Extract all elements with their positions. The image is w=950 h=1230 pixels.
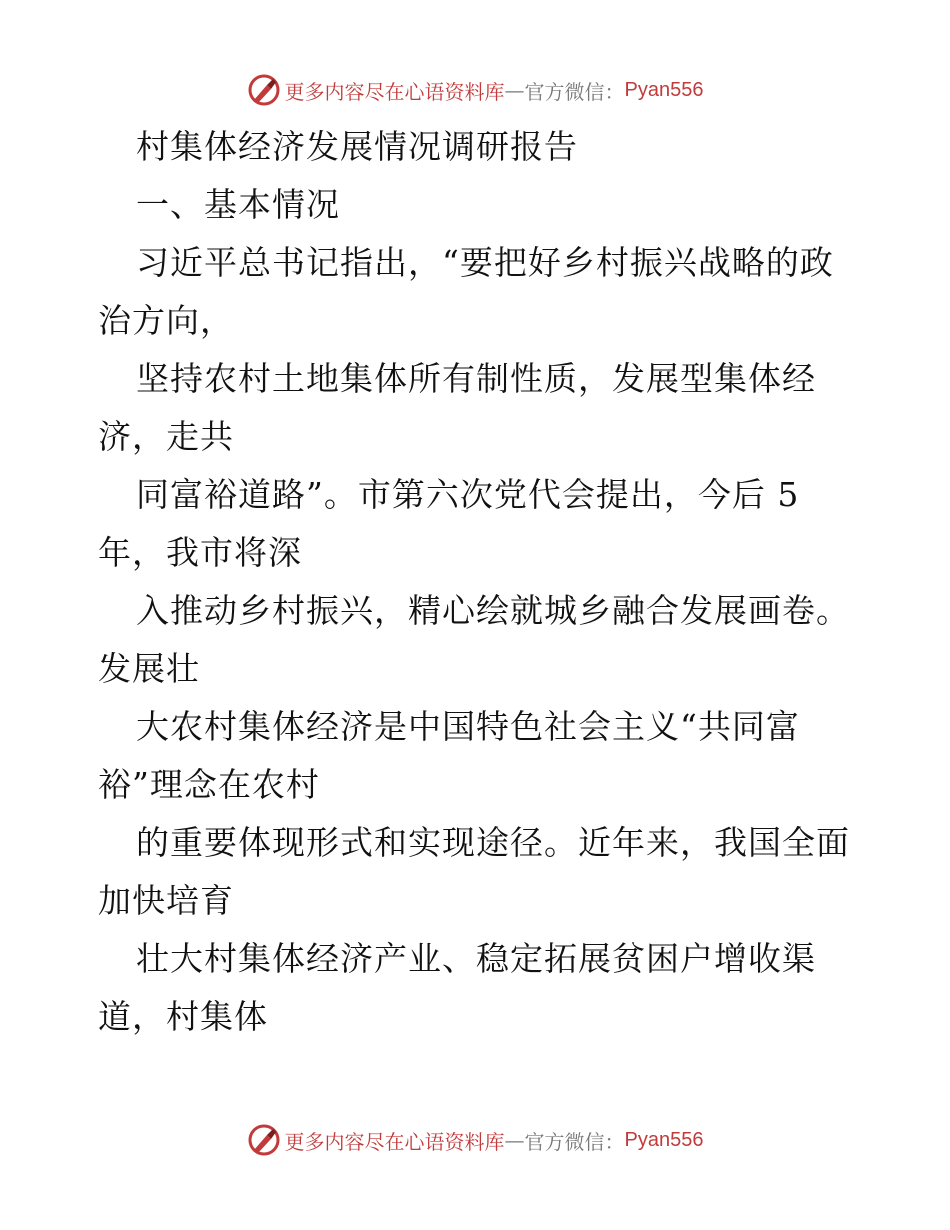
- footer-watermark: [0, 1120, 950, 1160]
- pen-logo-icon: [247, 73, 281, 107]
- paragraph-line: 济，走共: [98, 417, 234, 456]
- watermark-dash: —: [504, 78, 525, 102]
- paragraph-line: 发展壮: [98, 649, 200, 688]
- watermark-main-text: 更多内容尽在心语资料库: [284, 1129, 505, 1154]
- header-watermark: [0, 70, 950, 110]
- pen-logo-icon: [247, 1123, 281, 1157]
- watermark-main-text: 更多内容尽在心语资料库: [284, 79, 505, 104]
- paragraph-line: 入推动乡村振兴，精心绘就城乡融合发展画卷。: [136, 591, 850, 630]
- paragraph-line: 年，我市将深: [98, 533, 302, 572]
- watermark-wechat-id: Pyan556: [624, 78, 704, 101]
- paragraph-line: 道，村集体: [98, 997, 268, 1036]
- watermark-sub-text: 官方微信：: [524, 1129, 625, 1154]
- paragraph-line: 坚持农村土地集体所有制性质，发展型集体经: [136, 359, 816, 398]
- paragraph-line: 裕”理念在农村: [98, 765, 320, 804]
- watermark-dash: —: [504, 1128, 525, 1152]
- paragraph-line: 的重要体现形式和实现途径。近年来，我国全面: [136, 823, 850, 862]
- paragraph-line: 大农村集体经济是中国特色社会主义“共同富: [136, 707, 800, 746]
- section-heading: 一、基本情况: [136, 185, 340, 224]
- watermark-wechat-id: Pyan556: [624, 1128, 704, 1151]
- paragraph-line: 治方向，: [98, 301, 234, 340]
- paragraph-line: 习近平总书记指出，“要把好乡村振兴战略的政: [136, 243, 834, 282]
- paragraph-line: 同富裕道路”。市第六次党代会提出，今后 5: [136, 475, 800, 514]
- paragraph-line: 壮大村集体经济产业、稳定拓展贫困户增收渠: [136, 939, 816, 978]
- paragraph-line: 加快培育: [98, 881, 234, 920]
- document-body: [98, 118, 868, 1046]
- document-title: 村集体经济发展情况调研报告: [136, 127, 578, 166]
- watermark-sub-text: 官方微信：: [524, 79, 625, 104]
